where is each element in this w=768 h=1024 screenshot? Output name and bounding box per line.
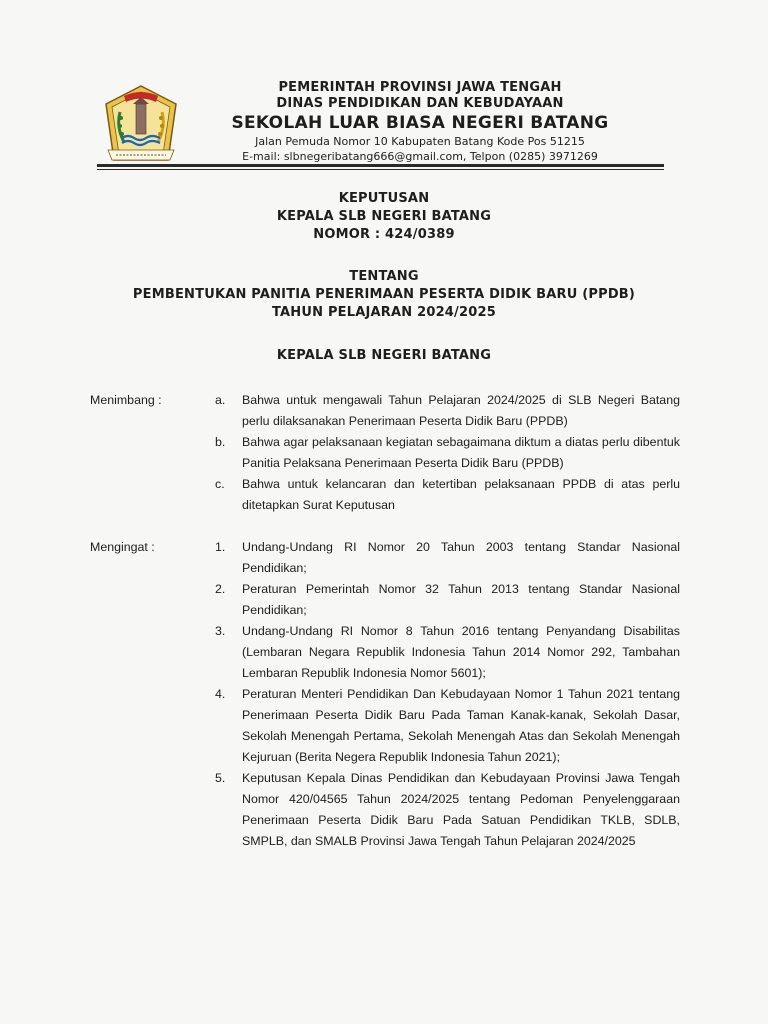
subject-heading [0,268,768,322]
department-name: DINAS PENDIDIKAN DAN KEBUDAYAAN [276,96,564,111]
list-item [215,621,680,684]
item-marker: a. [215,393,226,407]
school-address: Jalan Pemuda Nomor 10 Kabupaten Batang Kode Pos 51215 [255,135,585,148]
list-item [215,474,680,516]
item-text: Bahwa untuk kelancaran dan ketertiban pelaksanaan PPDB di atas perlu ditetapkan Surat Keputusan [242,477,680,512]
item-text: Keputusan Kepala Dinas Pendidikan dan Kebudayaan Provinsi Jawa Tengah Nomor 420/04565 Tahun 2024/2025 tentang Pedoman Penyelenggaraan Penerimaan Peserta Didik Baru Pada Satuan Pendidikan TKLB, SDLB, SMPLB, dan SMALB Provinsi Jawa Tengah Tahun Pelajaran 2024/2025 [242,771,680,848]
item-text: Bahwa agar pelaksanaan kegiatan sebagaimana diktum a diatas perlu dibentuk Panitia Pelaksana Penerimaan Peserta Didik Baru (PPDB) [242,435,680,470]
item-text: Undang-Undang RI Nomor 8 Tahun 2016 tentang Penyandang Disabilitas (Lembaran Negara Republik Indonesia Tahun 2014 Nomor 292, Tambahan Lembaran Republik Indonesia Nomor 5601); [242,624,680,680]
item-marker: 2. [215,582,226,596]
menimbang-label: Menimbang : [90,393,162,407]
item-text: Undang-Undang RI Nomor 20 Tahun 2003 tentang Standar Nasional Pendidikan; [242,540,680,575]
government-name: PEMERINTAH PROVINSI JAWA TENGAH [278,80,562,95]
mengingat-label: Mengingat : [90,540,155,554]
letterhead-text [200,80,640,164]
head-title: KEPALA SLB NEGERI BATANG [276,348,492,363]
letterhead-rule-thick [97,164,664,167]
list-item [215,684,680,768]
jawa-tengah-emblem-icon [102,82,180,166]
subject-line-1: PEMBENTUKAN PANITIA PENERIMAAN PESERTA DIDIK BARU (PPDB) [132,287,636,302]
menimbang-list [215,390,680,516]
list-item [215,579,680,621]
item-text: Bahwa untuk mengawali Tahun Pelajaran 2024/2025 di SLB Negeri Batang perlu dilaksanakan Penerimaan Peserta Didik Baru (PPDB) [242,393,680,428]
item-marker: 5. [215,771,226,785]
school-name: SEKOLAH LUAR BIASA NEGERI BATANG [231,113,609,133]
letterhead [0,0,768,170]
decision-number: NOMOR : 424/0389 [313,227,455,242]
letterhead-rule-thin [97,169,664,170]
mengingat-list [215,537,680,852]
subject-line-2: TAHUN PELAJARAN 2024/2025 [271,305,496,320]
decision-issuer: KEPALA SLB NEGERI BATANG [276,209,492,224]
item-marker: b. [215,435,226,449]
item-text: Peraturan Menteri Pendidikan Dan Kebudayaan Nomor 1 Tahun 2021 tentang Penerimaan Peserta Didik Baru Pada Taman Kanak-kanak, Sekolah Dasar, Sekolah Menengah Pertama, Sekolah Menengah Atas dan Sekolah Menengah Kejuruan (Berita Negera Republik Indonesia Tahun 2021); [242,687,680,764]
decision-title: KEPUTUSAN [338,191,430,206]
list-item [215,537,680,579]
decision-heading [0,190,768,244]
list-item [215,390,680,432]
school-contact: E-mail: slbnegeribatang666@gmail.com, Telpon (0285) 3971269 [242,150,598,163]
item-marker: 4. [215,687,226,701]
item-marker: c. [215,477,225,491]
item-marker: 1. [215,540,226,554]
subject-about: TENTANG [349,269,419,284]
item-marker: 3. [215,624,226,638]
item-text: Peraturan Pemerintah Nomor 32 Tahun 2013 tentang Standar Nasional Pendidikan; [242,582,680,617]
list-item [215,432,680,474]
list-item [215,768,680,852]
